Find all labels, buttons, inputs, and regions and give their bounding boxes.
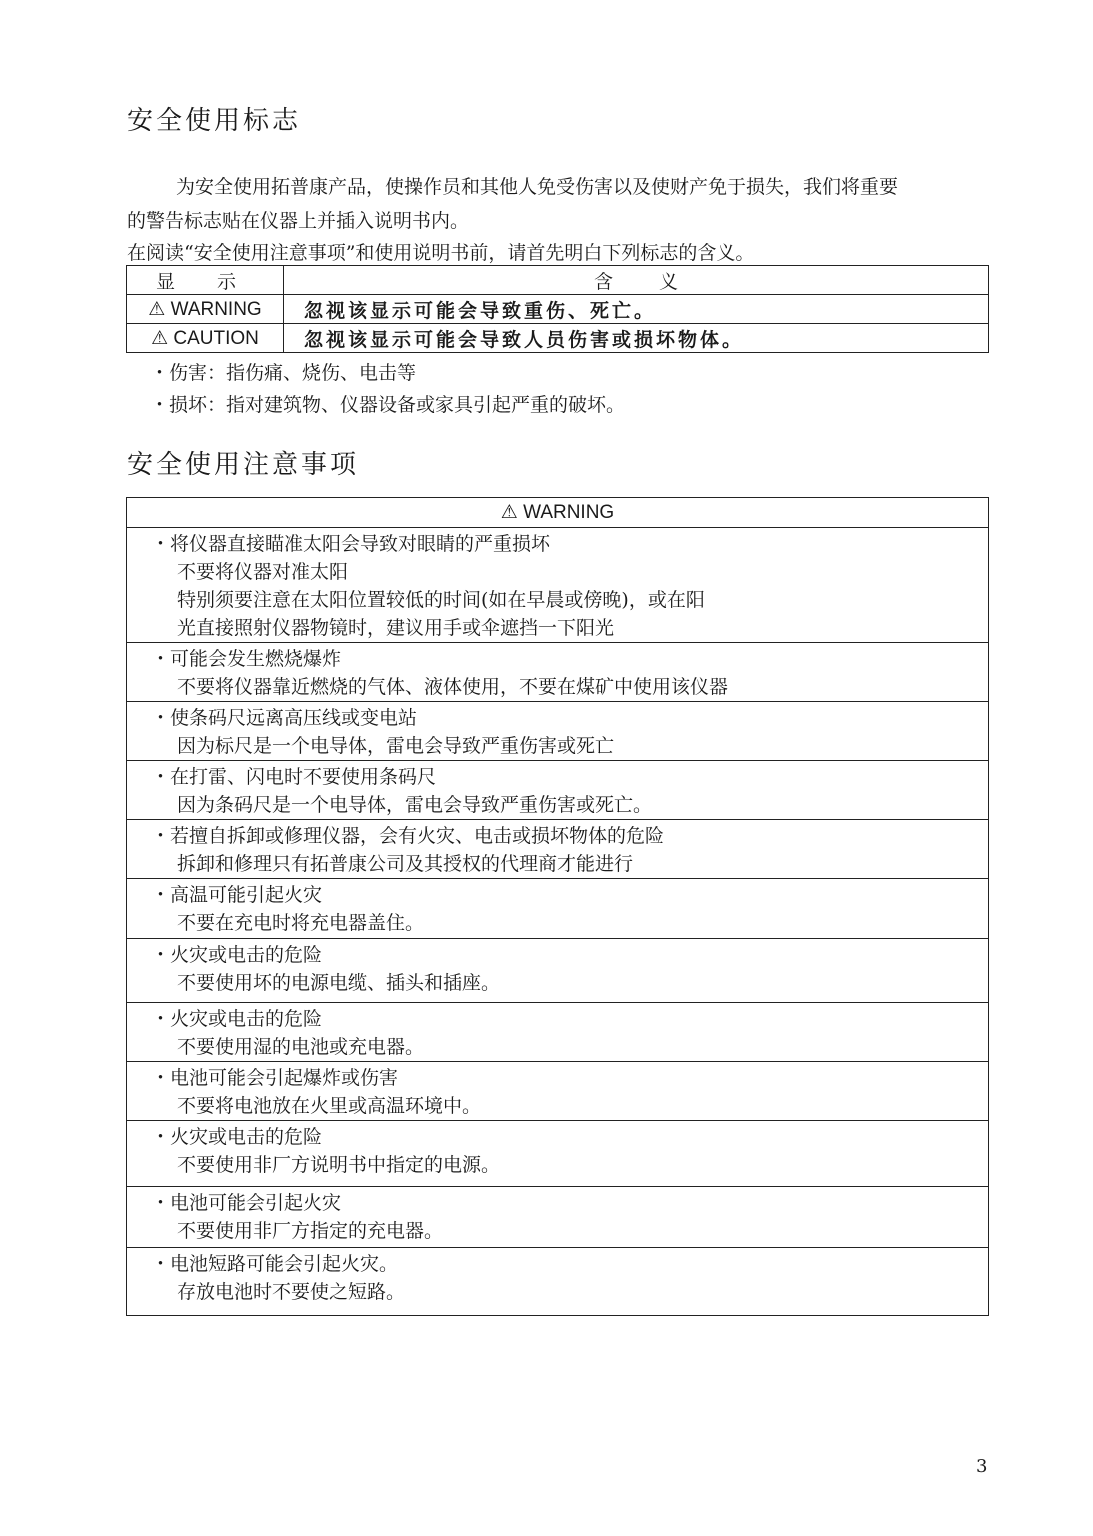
- section-title-precautions: 安全使用注意事项: [127, 450, 360, 480]
- warning-item-title: ・将仪器直接瞄准太阳会导致对眼睛的严重损坏: [151, 533, 551, 555]
- warning-item-detail: 因为标尺是一个电导体，雷电会导致严重伤害或死亡: [177, 735, 615, 757]
- warning-item: [127, 939, 989, 1003]
- warning-item-detail: 存放电池时不要使之短路。: [177, 1281, 406, 1303]
- warning-item: [127, 643, 989, 702]
- intro-line: 的警告标志贴在仪器上并插入说明书内。: [127, 210, 470, 232]
- warning-item-detail: 不要将仪器靠近燃烧的气体、液体使用，不要在煤矿中使用该仪器: [177, 676, 729, 698]
- warning-item-title: ・火灾或电击的危险: [151, 1126, 323, 1148]
- warning-item: [127, 1121, 989, 1187]
- header-display: 显 示: [127, 266, 284, 295]
- warning-item-title: ・火灾或电击的危险: [151, 1008, 323, 1030]
- warning-item-title: ・在打雷、闪电时不要使用条码尺: [151, 766, 437, 788]
- symbol-table: [126, 265, 989, 353]
- warning-item-detail: 拆卸和修理只有拓普康公司及其授权的代理商才能进行: [177, 853, 634, 875]
- warning-item-detail: 光直接照射仪器物镜时，建议用手或伞遮挡一下阳光: [177, 617, 615, 639]
- warning-item-detail: 不要使用非厂方说明书中指定的电源。: [177, 1154, 501, 1176]
- section-title-safety-symbols: 安全使用标志: [127, 106, 302, 136]
- intro-line: 在阅读“安全使用注意事项”和使用说明书前，请首先明白下列标志的含义。: [127, 242, 755, 264]
- warning-item: [127, 879, 989, 939]
- warning-item-title: ・使条码尺远离高压线或变电站: [151, 707, 418, 729]
- note-injury: ・伤害：指伤痛、烧伤、电击等: [150, 362, 417, 384]
- warning-symbol: ⚠ WARNING: [127, 295, 284, 324]
- warning-item: [127, 820, 989, 879]
- caution-symbol: ⚠ CAUTION: [127, 324, 284, 353]
- warning-item-detail: 因为条码尺是一个电导体，雷电会导致严重伤害或死亡。: [177, 794, 653, 816]
- caution-meaning: 忽视该显示可能会导致人员伤害或损坏物体。: [284, 324, 989, 353]
- warning-item: [127, 1248, 989, 1316]
- warning-item: [127, 1003, 989, 1062]
- warning-item: [127, 1062, 989, 1121]
- warning-meaning: 忽视该显示可能会导致重伤、死亡。: [284, 295, 989, 324]
- warning-item-detail: 不要使用坏的电源电缆、插头和插座。: [177, 972, 501, 994]
- warning-item-detail: 特别须要注意在太阳位置较低的时间(如在早晨或傍晚)，或在阳: [177, 589, 705, 611]
- warning-item-detail: 不要使用湿的电池或充电器。: [177, 1036, 425, 1058]
- warning-item-detail: 不要在充电时将充电器盖住。: [177, 912, 425, 934]
- warning-item-title: ・可能会发生燃烧爆炸: [151, 648, 342, 670]
- warning-table: [126, 497, 989, 1316]
- warning-item: [127, 761, 989, 820]
- warning-item: [127, 1187, 989, 1248]
- warning-item-detail: 不要将电池放在火里或高温环境中。: [177, 1095, 482, 1117]
- warning-item-title: ・高温可能引起火灾: [151, 884, 323, 906]
- warning-item: [127, 702, 989, 761]
- warning-header: ⚠ WARNING: [127, 498, 989, 528]
- intro-line: 为安全使用拓普康产品，使操作员和其他人免受伤害以及使财产免于损失，我们将重要: [176, 176, 899, 198]
- page-number: 3: [976, 1456, 988, 1477]
- header-meaning: 含 义: [284, 266, 989, 295]
- warning-item-title: ・电池短路可能会引起火灾。: [151, 1253, 399, 1275]
- warning-item-title: ・电池可能会引起爆炸或伤害: [151, 1067, 399, 1089]
- warning-item-detail: 不要将仪器对准太阳: [177, 561, 349, 583]
- warning-item: [127, 528, 989, 643]
- warning-item-title: ・火灾或电击的危险: [151, 944, 323, 966]
- note-damage: ・损坏：指对建筑物、仪器设备或家具引起严重的破坏。: [150, 394, 626, 416]
- warning-item-detail: 不要使用非厂方指定的充电器。: [177, 1220, 444, 1242]
- warning-item-title: ・电池可能会引起火灾: [151, 1192, 342, 1214]
- warning-item-title: ・若擅自拆卸或修理仪器，会有火灾、电击或损坏物体的危险: [151, 825, 665, 847]
